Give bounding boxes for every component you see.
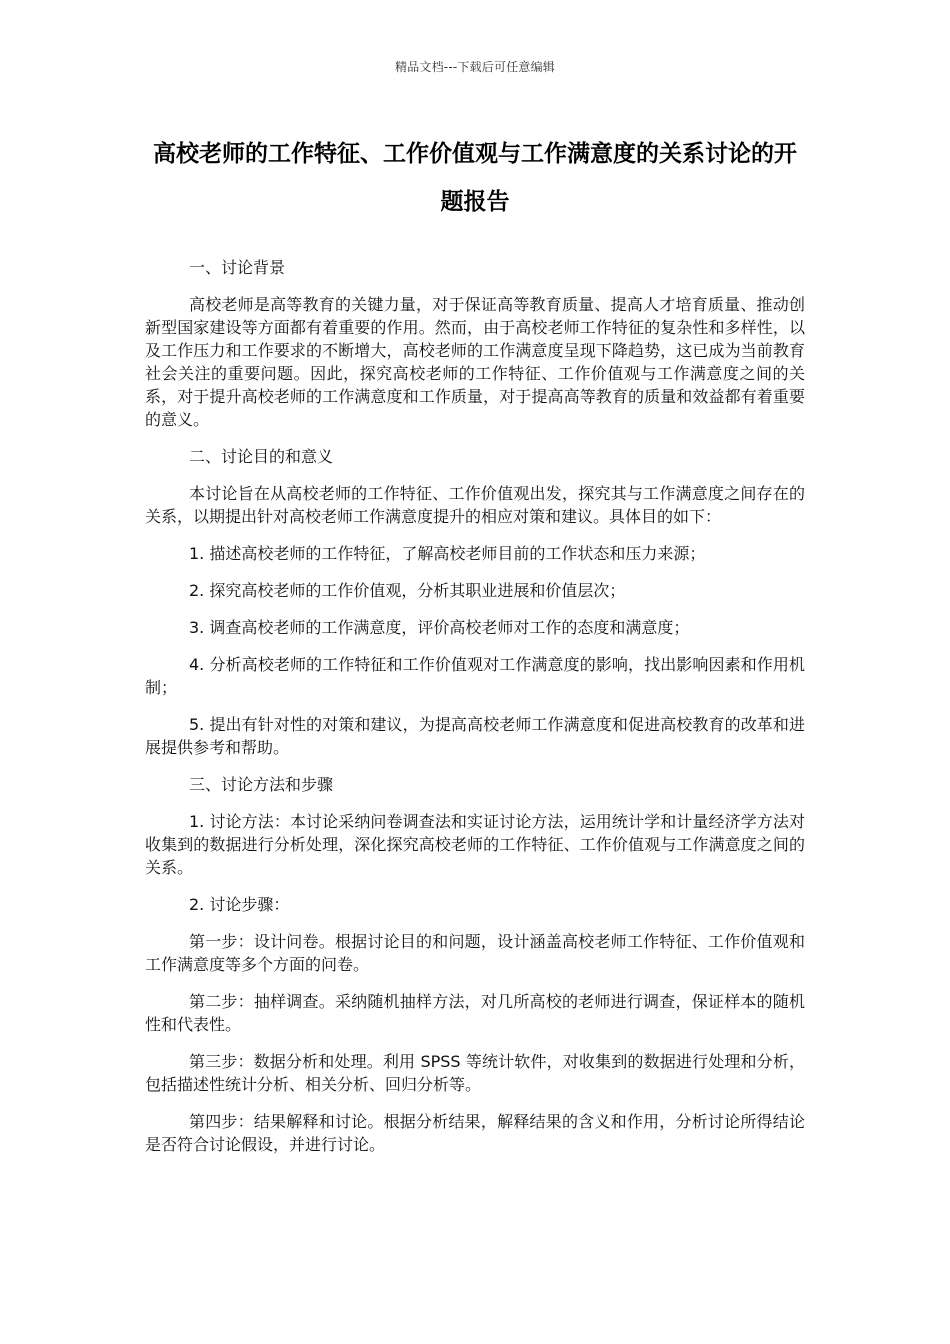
list-item-purpose-3: 3. 调查高校老师的工作满意度，评价高校老师对工作的态度和满意度；: [189, 618, 690, 637]
list-item-purpose-1: 1. 描述高校老师的工作特征，了解高校老师目前的工作状态和压力来源；: [189, 544, 706, 563]
paragraph-method: 1. 讨论方法：本讨论采纳问卷调查法和实证讨论方法，运用统计学和计量经济学方法对收集到的数据进行分析处理，深化探究高校老师的工作特征、工作价值观与工作满意度之间的关系。: [145, 812, 805, 877]
step-1: 第一步：设计问卷。根据讨论目的和问题，设计涵盖高校老师工作特征、工作价值观和工作满意度等多个方面的问卷。: [145, 932, 805, 974]
paragraph-background: 高校老师是高等教育的关键力量，对于保证高等教育质量、提高人才培育质量、推动创新型国家建设等方面都有着重要的作用。然而，由于高校老师工作特征的复杂性和多样性，以及工作压力和工作要求的不断增大，高校老师的工作满意度呈现下降趋势，这已成为当前教育社会关注的重要问题。因此，探究高校老师的工作特征、工作价值观与工作满意度之间的关系，对于提升高校老师的工作满意度和工作质量，对于提高高等教育的质量和效益都有着重要的意义。: [145, 295, 805, 429]
document-body: [145, 256, 805, 1170]
step-3: 第三步：数据分析和处理。利用 SPSS 等统计软件，对收集到的数据进行处理和分析，包括描述性统计分析、相关分析、回归分析等。: [145, 1052, 805, 1094]
list-item-purpose-2: 2. 探究高校老师的工作价值观，分析其职业进展和价值层次；: [189, 581, 626, 600]
list-item-purpose-4: 4. 分析高校老师的工作特征和工作价值观对工作满意度的影响，找出影响因素和作用机制；: [145, 655, 805, 697]
section-heading-method: 三、讨论方法和步骤: [189, 775, 334, 794]
section-heading-background: 一、讨论背景: [189, 258, 286, 277]
paragraph-purpose: 本讨论旨在从高校老师的工作特征、工作价值观出发，探究其与工作满意度之间存在的关系，以期提出针对高校老师工作满意度提升的相应对策和建议。具体目的如下：: [145, 484, 805, 526]
section-heading-purpose: 二、讨论目的和意义: [189, 447, 334, 466]
document-title: 高校老师的工作特征、工作价值观与工作满意度的关系讨论的开题报告: [153, 141, 797, 215]
step-2: 第二步：抽样调查。采纳随机抽样方法，对几所高校的老师进行调查，保证样本的随机性和代表性。: [145, 992, 805, 1034]
page-header-watermark: 精品文档---下载后可任意编辑: [395, 60, 555, 74]
paragraph-steps-heading: 2. 讨论步骤：: [189, 895, 290, 914]
step-4: 第四步：结果解释和讨论。根据分析结果，解释结果的含义和作用，分析讨论所得结论是否符合讨论假设，并进行讨论。: [145, 1112, 805, 1154]
list-item-purpose-5: 5. 提出有针对性的对策和建议，为提高高校老师工作满意度和促进高校教育的改革和进展提供参考和帮助。: [145, 715, 805, 757]
